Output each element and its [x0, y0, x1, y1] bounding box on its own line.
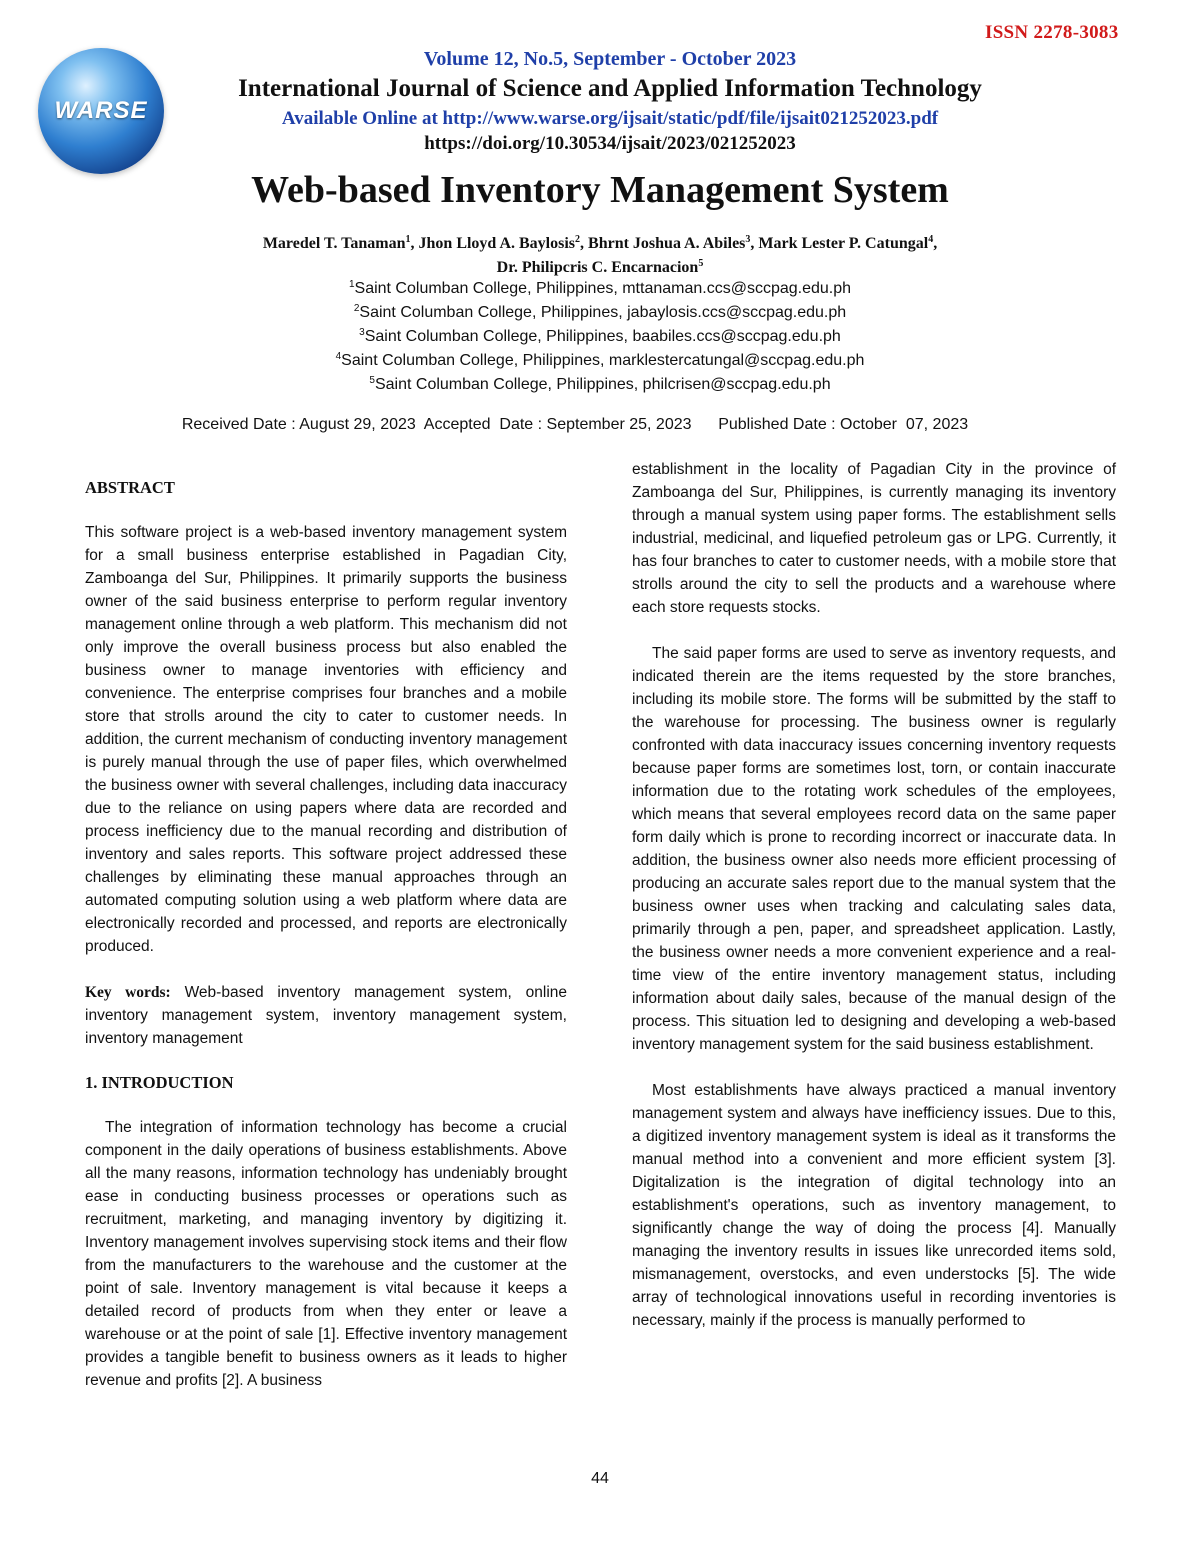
body-paragraph: The said paper forms are used to serve as inventory requests, and indicated therein are the items requested by the store branches, including its mobile store. The forms will be submitted by the staff to the warehouse for processing. The business owner is regularly confronted with data inaccuracy issues concerning inventory requests because paper forms are sometimes lost, torn, or contain inaccurate information due to the rotating work schedules of the employees, which means that several employees record data on the same paper form daily which is prone to recording incorrect or inaccurate data. In addition, the business owner also needs more efficient processing of producing an accurate sales report due to the manual system that the business owner uses when tracking and calculating sales data, primarily through a pen, paper, and spreadsheet application. Lastly, the business owner needs a more convenient experience and a real-time view of the entire inventory management status, including information about daily sales, because of the manual design of the process. This situation led to designing and developing a web-based inventory management system for the said business establishment.	[632, 645, 1116, 1053]
author-sep: ,	[933, 235, 938, 252]
warse-logo-text: WARSE	[54, 97, 148, 124]
author-sep: ,	[580, 235, 589, 252]
author-name: Dr. Philipcris C. Encarnacion	[496, 259, 699, 276]
volume-info: Volume 12, No.5, September - October 2023	[423, 48, 797, 70]
affiliation-item	[0, 325, 1200, 349]
author-sep: ,	[750, 235, 759, 252]
affiliation-sup: 2	[353, 303, 360, 314]
affiliation-sup: 3	[359, 327, 365, 338]
doi-link[interactable]: https://doi.org/10.30534/ijsait/2023/021252023	[424, 133, 796, 154]
keywords-label: Key words:	[85, 984, 171, 1001]
available-label: Available Online at	[281, 108, 438, 129]
keywords-text: Web-based inventory management system, online inventory management system, inventory management system, inventory management	[85, 984, 568, 1047]
author-sup: 1	[405, 234, 411, 245]
author-sup: 4	[928, 234, 934, 245]
author-name: Jhon Lloyd A. Baylosis	[418, 235, 576, 252]
received-date: Received Date : August 29, 2023	[181, 416, 416, 433]
affiliation-text: Saint Columban College, Philippines, philcrisen@sccpag.edu.ph	[374, 376, 831, 393]
published-date: Published Date : October 07, 2023	[718, 416, 969, 433]
author-sup: 5	[698, 258, 704, 269]
article-url-link[interactable]: http://www.warse.org/ijsait/static/pdf/file/ijsait021252023.pdf	[442, 108, 939, 129]
affiliation-text: Saint Columban College, Philippines, mttanaman.ccs@sccpag.edu.ph	[354, 280, 852, 297]
affiliation-item	[0, 373, 1200, 397]
page-number: 44	[591, 1470, 609, 1487]
affiliation-sup: 4	[335, 351, 342, 362]
body-paragraph: establishment in the locality of Pagadian City in the province of Zamboanga del Sur, Philippines, is currently managing its inventory through a manual system using paper forms. The establishment sells industrial, medicinal, and liquefied petroleum gas or LPG. Currently, it has four branches to cater to customer needs, with a mobile store that strolls around the city to sell the products and a warehouse where each store requests stocks.	[632, 461, 1116, 616]
author-name: Mark Lester P. Catungal	[758, 235, 929, 252]
left-column	[85, 478, 567, 1392]
introduction-paragraph: The integration of information technology has become a crucial component in the daily operations of business establishments. Above all the many reasons, information technology has undeniably brought ease in conducting business processes or operations such as recruitment, marketing, and managing inventory by digitizing it. Inventory management involves supervising stock items and their flow from the manufacturers to the warehouse and the customer at the point of sale. Inventory management is vital because it keeps a detailed record of products from when they enter or leave a warehouse or at the point of sale [1]. Effective inventory management provides a tangible benefit to business owners as it leads to higher revenue and profits [2]. A business	[85, 1119, 567, 1389]
keywords	[85, 981, 567, 1050]
paper-title: Web-based Inventory Management System	[251, 169, 949, 211]
author-list	[0, 232, 1200, 280]
affiliation-item	[0, 349, 1200, 373]
author-name: Maredel T. Tanaman	[262, 235, 406, 252]
body-paragraph: Most establishments have always practiced a manual inventory management system and always have inefficiency issues. Due to this, a digitized inventory management system is ideal as it transforms the manual method into a convenient and more efficient system [3]. Digitalization is the integration of digital technology into an establishment's operations, such as inventory management, to significantly change the way of doing the process [4]. Manually managing the inventory results in issues like unrecorded items sold, mismanagement, overstocks, and even understocks [5]. The wide array of technological innovations useful in recording inventories is necessary, mainly if the process is manually performed to	[632, 1082, 1116, 1329]
affiliation-text: Saint Columban College, Philippines, jabaylosis.ccs@sccpag.edu.ph	[359, 304, 847, 321]
affiliation-item	[0, 277, 1200, 301]
author-name: Bhrnt Joshua A. Abiles	[588, 235, 746, 252]
affiliation-sup: 1	[348, 279, 355, 290]
affiliation-text: Saint Columban College, Philippines, marklestercatungal@sccpag.edu.ph	[341, 352, 865, 369]
introduction-heading: 1. INTRODUCTION	[85, 1073, 234, 1092]
article-dates	[0, 416, 1150, 434]
abstract-heading: ABSTRACT	[85, 478, 175, 497]
affiliation-text: Saint Columban College, Philippines, baabiles.ccs@sccpag.edu.ph	[364, 328, 841, 345]
accepted-date: Accepted Date : September 25, 2023	[423, 416, 692, 433]
author-sup: 2	[575, 234, 581, 245]
affiliation-sup: 5	[369, 375, 375, 386]
abstract-text: This software project is a web-based inventory management system for a small business enterprise established in Pagadian City, Zamboanga del Sur, Philippines. It primarily supports the business owner of the said business enterprise to perform regular inventory management online through a web platform. This mechanism did not only improve the overall business process but also enabled the business owner to manage inventories with efficiency and convenience. The enterprise comprises four branches and a mobile store that strolls around the city to cater to customer needs. In addition, the current mechanism of conducting inventory management is purely manual through the use of paper files, which overwhelmed the business owner with several challenges, including data inaccuracy due to the reliance on using papers where data are recorded and process inefficiency due to the manual recording and distribution of inventory and sales reports. This software project addressed these challenges by eliminating these manual approaches through an automated computing solution using a web platform where data are electronically recorded and processed, and reports are electronically produced.	[85, 524, 567, 955]
author-sup: 3	[745, 234, 751, 245]
issn-label: ISSN 2278-3083	[985, 22, 1119, 43]
affiliation-item	[0, 301, 1200, 325]
journal-name: International Journal of Science and Applied Information Technology	[238, 75, 982, 102]
right-column	[632, 458, 1116, 1332]
author-sep: ,	[410, 235, 419, 252]
available-online	[0, 108, 1200, 130]
affiliation-list	[0, 277, 1200, 397]
